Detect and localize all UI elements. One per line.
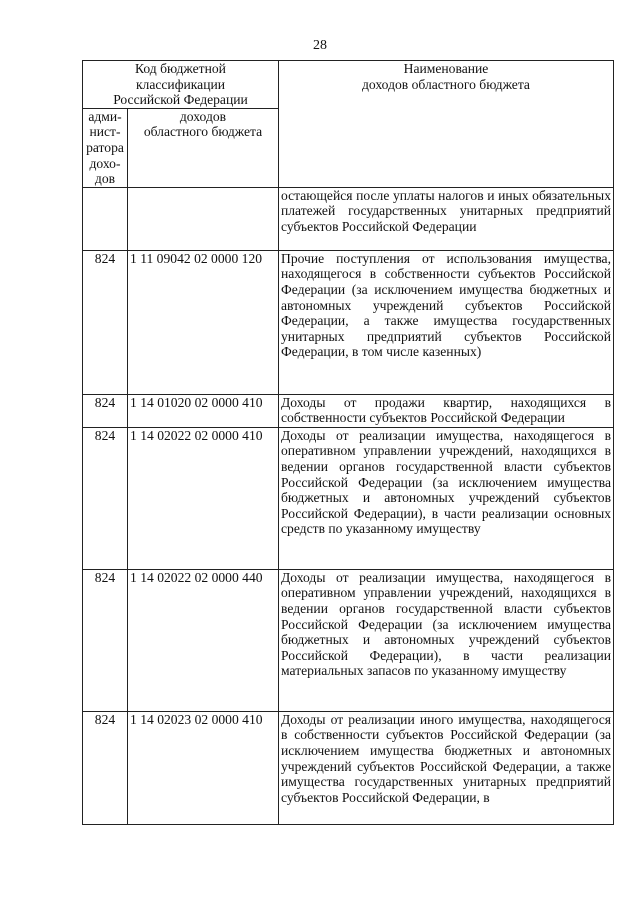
- table-row: [83, 569, 614, 711]
- group-header-line: Код бюджетной: [135, 61, 226, 76]
- table-header-row: [83, 61, 614, 109]
- administrator-header: [83, 108, 128, 187]
- table-row: [83, 711, 614, 824]
- budget-classification-table: [82, 60, 614, 825]
- description-cell: Доходы от реализации имущества, находящегося в оперативном управлении учреждений, находящихся в ведении органов государственной власти субъектов Российской Федерации (за исключением имущества бюджетных и автономных учреждений субъектов Российской Федерации), в части реализации материальных запасов по указанному имуществу: [279, 569, 614, 711]
- admin-header-line: адми-: [88, 108, 122, 124]
- admin-header-line: нист-: [89, 124, 121, 140]
- admin-cell: 824: [83, 711, 128, 824]
- code-cell: 1 14 02023 02 0000 410: [128, 711, 279, 824]
- admin-cell: 824: [83, 250, 128, 394]
- group-header-line: Российской Федерации: [113, 92, 248, 108]
- income-code-header: [128, 108, 279, 187]
- admin-cell: 824: [83, 394, 128, 427]
- budget-code-group-header: [83, 61, 279, 109]
- table-row-continuation: [83, 187, 614, 250]
- description-cell: Доходы от реализации иного имущества, находящегося в собственности субъектов Российской Федерации (за исключением имущества бюджетных и автономных учреждений субъектов Российской Федерации, а также имущества государственных унитарных предприятий субъектов Российской Федерации, в: [279, 711, 614, 824]
- description-cell: Доходы от реализации имущества, находящегося в оперативном управлении учреждений, находящихся в ведении органов государственной власти субъектов Российской Федерации (за исключением имущества бюджетных и автономных учреждений субъектов Российской Федерации), в части реализации основных средств по указанному имуществу: [279, 427, 614, 569]
- name-header-line: доходов областного бюджета: [362, 76, 530, 92]
- table-row: [83, 394, 614, 427]
- description-cell: остающейся после уплаты налогов и иных обязательных платежей государственных унитарных предприятий субъектов Российской Федерации: [279, 187, 614, 250]
- admin-header-line: дов: [94, 171, 116, 187]
- description-cell: Доходы от продажи квартир, находящихся в собственности субъектов Российской Федерации: [279, 394, 614, 427]
- page-number: 28: [313, 38, 327, 53]
- code-cell: 1 11 09042 02 0000 120: [128, 250, 279, 394]
- admin-cell: [83, 187, 128, 250]
- income-header-line: доходов: [179, 108, 227, 124]
- code-cell: [128, 187, 279, 250]
- table-row: [83, 250, 614, 394]
- code-cell: 1 14 02022 02 0000 410: [128, 427, 279, 569]
- code-cell: 1 14 02022 02 0000 440: [128, 569, 279, 711]
- code-cell: 1 14 01020 02 0000 410: [128, 394, 279, 427]
- group-header-line: классификации: [135, 76, 226, 92]
- income-header-line: областного бюджета: [143, 124, 263, 140]
- admin-cell: 824: [83, 569, 128, 711]
- admin-header-line: дохо-: [89, 155, 121, 171]
- table-row: [83, 427, 614, 569]
- income-name-header: [279, 61, 614, 188]
- name-header-line: Наименование: [403, 61, 489, 76]
- admin-cell: 824: [83, 427, 128, 569]
- description-cell: Прочие поступления от использования имущества, находящегося в собственности субъектов Российской Федерации (за исключением имущества бюджетных и автономных учреждений субъектов Российской Федерации, а также имущества государственных унитарных предприятий субъектов Российской Федерации, в том числе казенных): [279, 250, 614, 394]
- admin-header-line: ратора: [86, 139, 124, 155]
